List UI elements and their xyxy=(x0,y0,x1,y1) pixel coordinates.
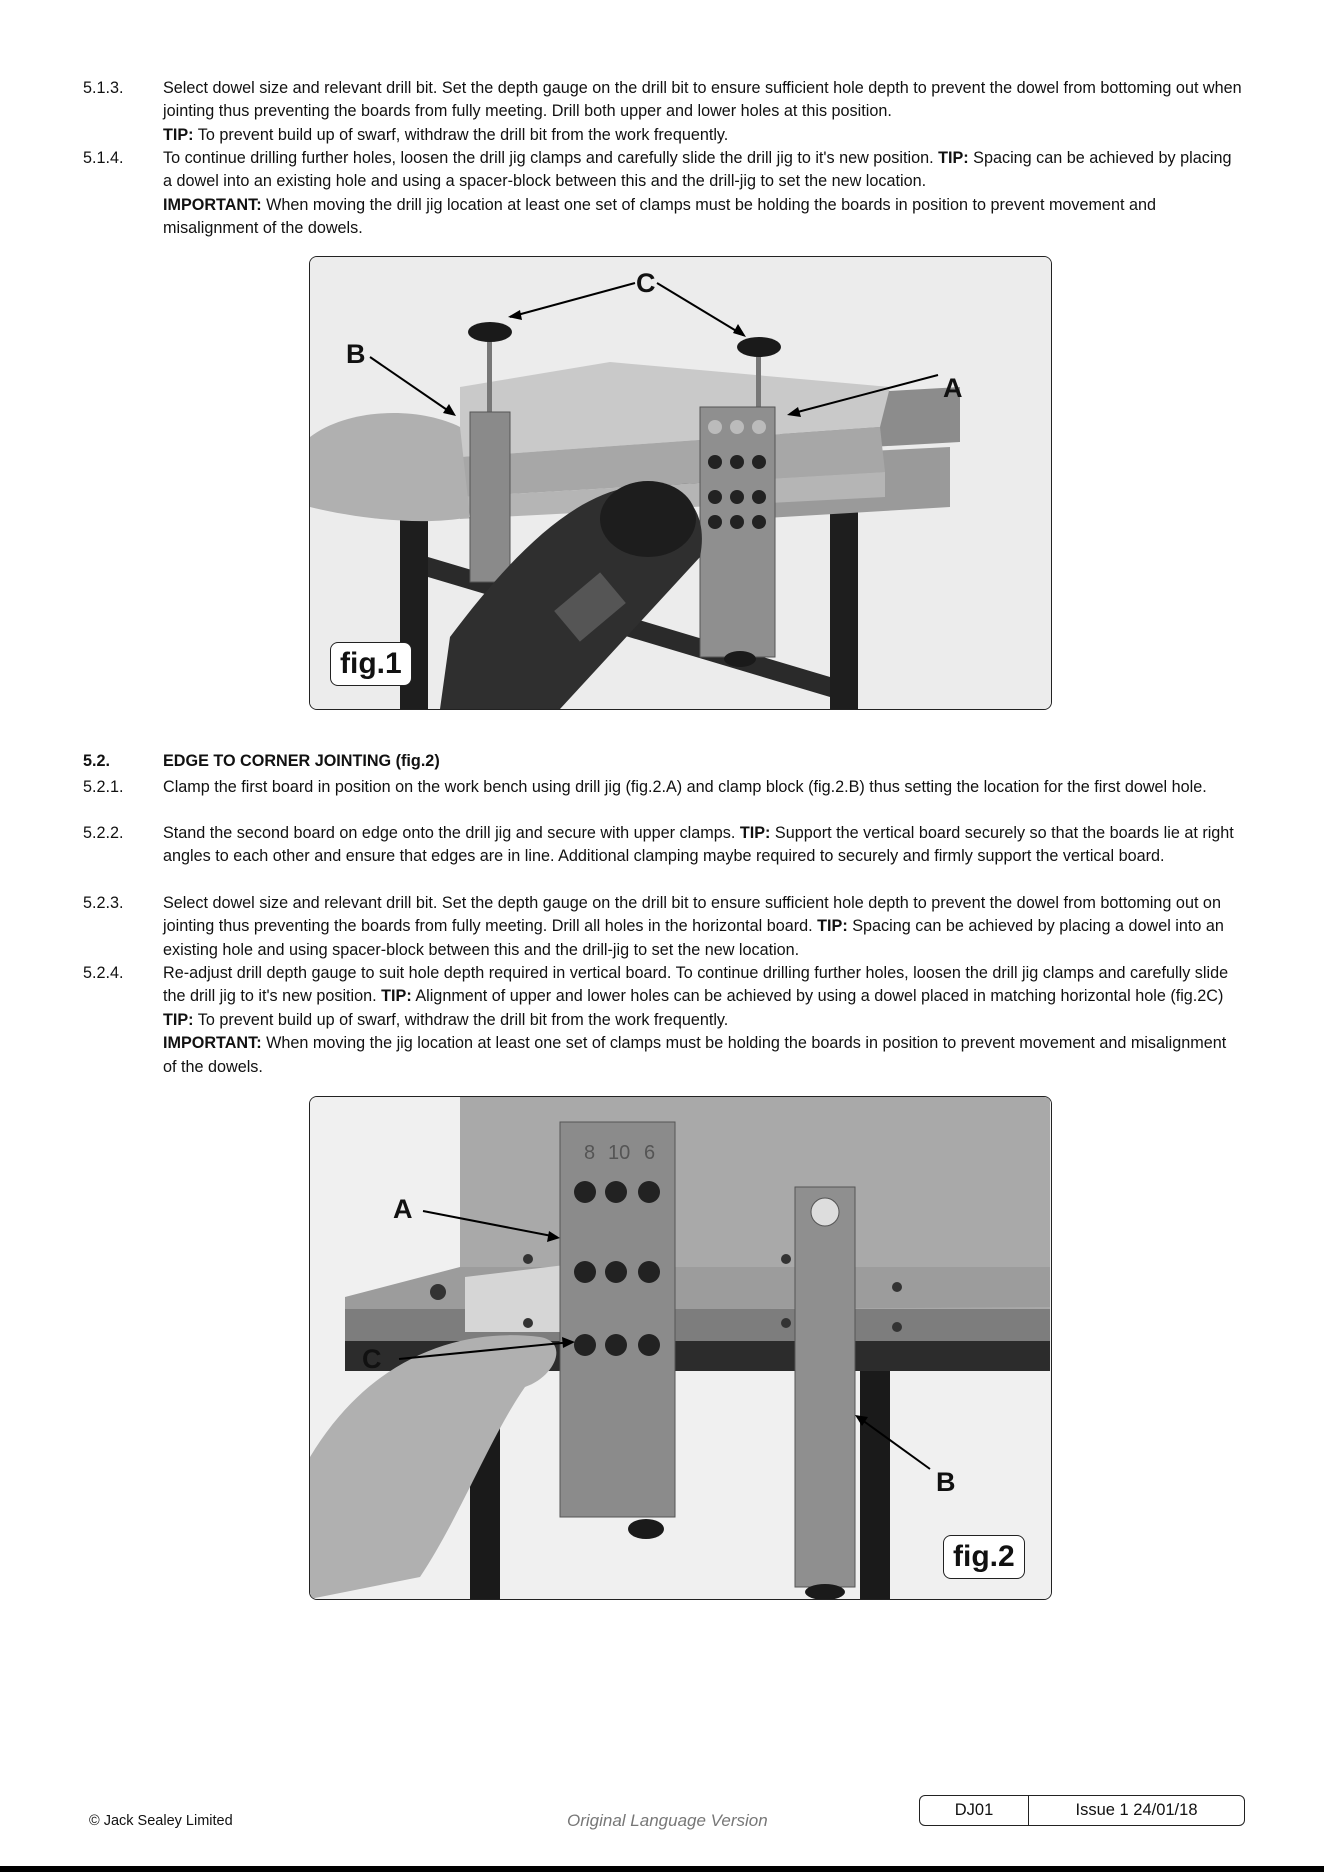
section-5-1-3 xyxy=(83,77,1243,147)
figure-2 xyxy=(309,1096,1052,1600)
section-number: 5.2.2. xyxy=(83,824,124,842)
fig1-illustration xyxy=(310,257,1051,709)
tip-label: TIP: xyxy=(817,917,848,936)
jig-number-6: 6 xyxy=(644,1142,656,1164)
figure-label: fig.1 xyxy=(330,642,412,686)
section-number: 5.1.4. xyxy=(83,149,124,167)
callout-b: B xyxy=(346,339,366,369)
bottom-rule xyxy=(0,1866,1324,1872)
callout-c: C xyxy=(636,268,656,298)
callout-c: C xyxy=(362,1344,382,1374)
important-label: IMPORTANT: xyxy=(163,1034,262,1053)
section-text: Re-adjust drill depth gauge to suit hole depth required in vertical board. To continue drilling further holes, loosen the drill jig clamps and carefully slide the drill jig to it's new position. xyxy=(163,964,1229,1006)
footer-copyright: © Jack Sealey Limited xyxy=(89,1813,233,1829)
section-5-2-1 xyxy=(83,776,1243,799)
footer-issue: Issue 1 24/01/18 xyxy=(1075,1801,1198,1819)
section-text: Stand the second board on edge onto the drill jig and secure with upper clamps. xyxy=(163,824,740,842)
section-number: 5.2.4. xyxy=(83,964,124,982)
important-label: IMPORTANT: xyxy=(163,195,262,214)
section-5-2-4 xyxy=(83,962,1243,1079)
section-number: 5.2.3. xyxy=(83,894,124,912)
jig-number-10: 10 xyxy=(608,1142,631,1164)
fig2-illustration xyxy=(310,1097,1051,1599)
figure-1 xyxy=(309,256,1052,710)
section-5-1-4 xyxy=(83,147,1243,241)
callout-a: A xyxy=(943,373,963,403)
jig-number-8: 8 xyxy=(584,1142,596,1164)
tip-label: TIP: xyxy=(163,1010,194,1029)
section-number: 5.2.1. xyxy=(83,778,124,796)
footer-language: Original Language Version xyxy=(567,1811,768,1830)
section-number: 5.1.3. xyxy=(83,79,124,97)
section-number: 5.2. xyxy=(83,752,111,770)
tip-text: Alignment of upper and lower holes can be achieved by using a dowel placed in matching horizontal hole (fig.2C) xyxy=(411,987,1224,1006)
callout-b: B xyxy=(936,1467,956,1497)
section-5-2-2 xyxy=(83,822,1243,869)
figure-label: fig.2 xyxy=(943,1535,1025,1579)
tip-label: TIP: xyxy=(163,125,194,144)
tip-text: To prevent build up of swarf, withdraw the drill bit from the work frequently. xyxy=(193,1010,729,1029)
tip-text: Spacing can be achieved by placing a dowel into an existing hole and using spacer-block between this and the drill-jig to set the new location. xyxy=(163,917,1224,959)
footer-doc-box xyxy=(919,1795,1245,1826)
important-text: When moving the drill jig location at least one set of clamps must be holding the boards in position to prevent movement and misalignment of the dowels. xyxy=(163,195,1157,238)
section-5-2-3 xyxy=(83,892,1243,962)
tip-text: To prevent build up of swarf, withdraw the drill bit from the work frequently. xyxy=(193,125,729,144)
tip-text: Support the vertical board securely so that the boards lie at right angles to each other and ensure that edges are in line. Additional clamping maybe required to securely and firmly support the vertical board. xyxy=(163,824,1234,866)
tip-label: TIP: xyxy=(739,824,771,842)
section-text: Select dowel size and relevant drill bit. Set the depth gauge on the drill bit to ensure sufficient hole depth to prevent the dowel from bottoming out on jointing thus preventing the boards from fully meeting. Drill all holes in the horizontal board. xyxy=(163,894,1221,936)
section-5-2-heading xyxy=(83,752,440,771)
section-text: To continue drilling further holes, loosen the drill jig clamps and carefully slide the drill jig to it's new position. xyxy=(163,149,939,167)
section-title: EDGE TO CORNER JOINTING (fig.2) xyxy=(163,752,440,770)
footer-model: DJ01 xyxy=(920,1796,1029,1825)
callout-a: A xyxy=(393,1194,413,1224)
section-text: Select dowel size and relevant drill bit. Set the depth gauge on the drill bit to ensure sufficient hole depth to prevent the dowel from bottoming out when jointing thus preventing the boards from fully meeting. Drill both upper and lower holes at this position. xyxy=(163,79,1242,121)
section-text: Clamp the first board in position on the work bench using drill jig (fig.2.A) and clamp block (fig.2.B) thus setting the location for the first dowel hole. xyxy=(163,778,1207,796)
tip-label: TIP: xyxy=(938,149,969,167)
tip-text: Spacing can be achieved by placing a dowel into an existing hole and using a spacer-block between this and the drill-jig to set the new location. xyxy=(163,149,1232,191)
important-text: When moving the jig location at least one set of clamps must be holding the boards in position to prevent movement and misalignment of the dowels. xyxy=(163,1034,1227,1076)
tip-label: TIP: xyxy=(381,987,412,1006)
